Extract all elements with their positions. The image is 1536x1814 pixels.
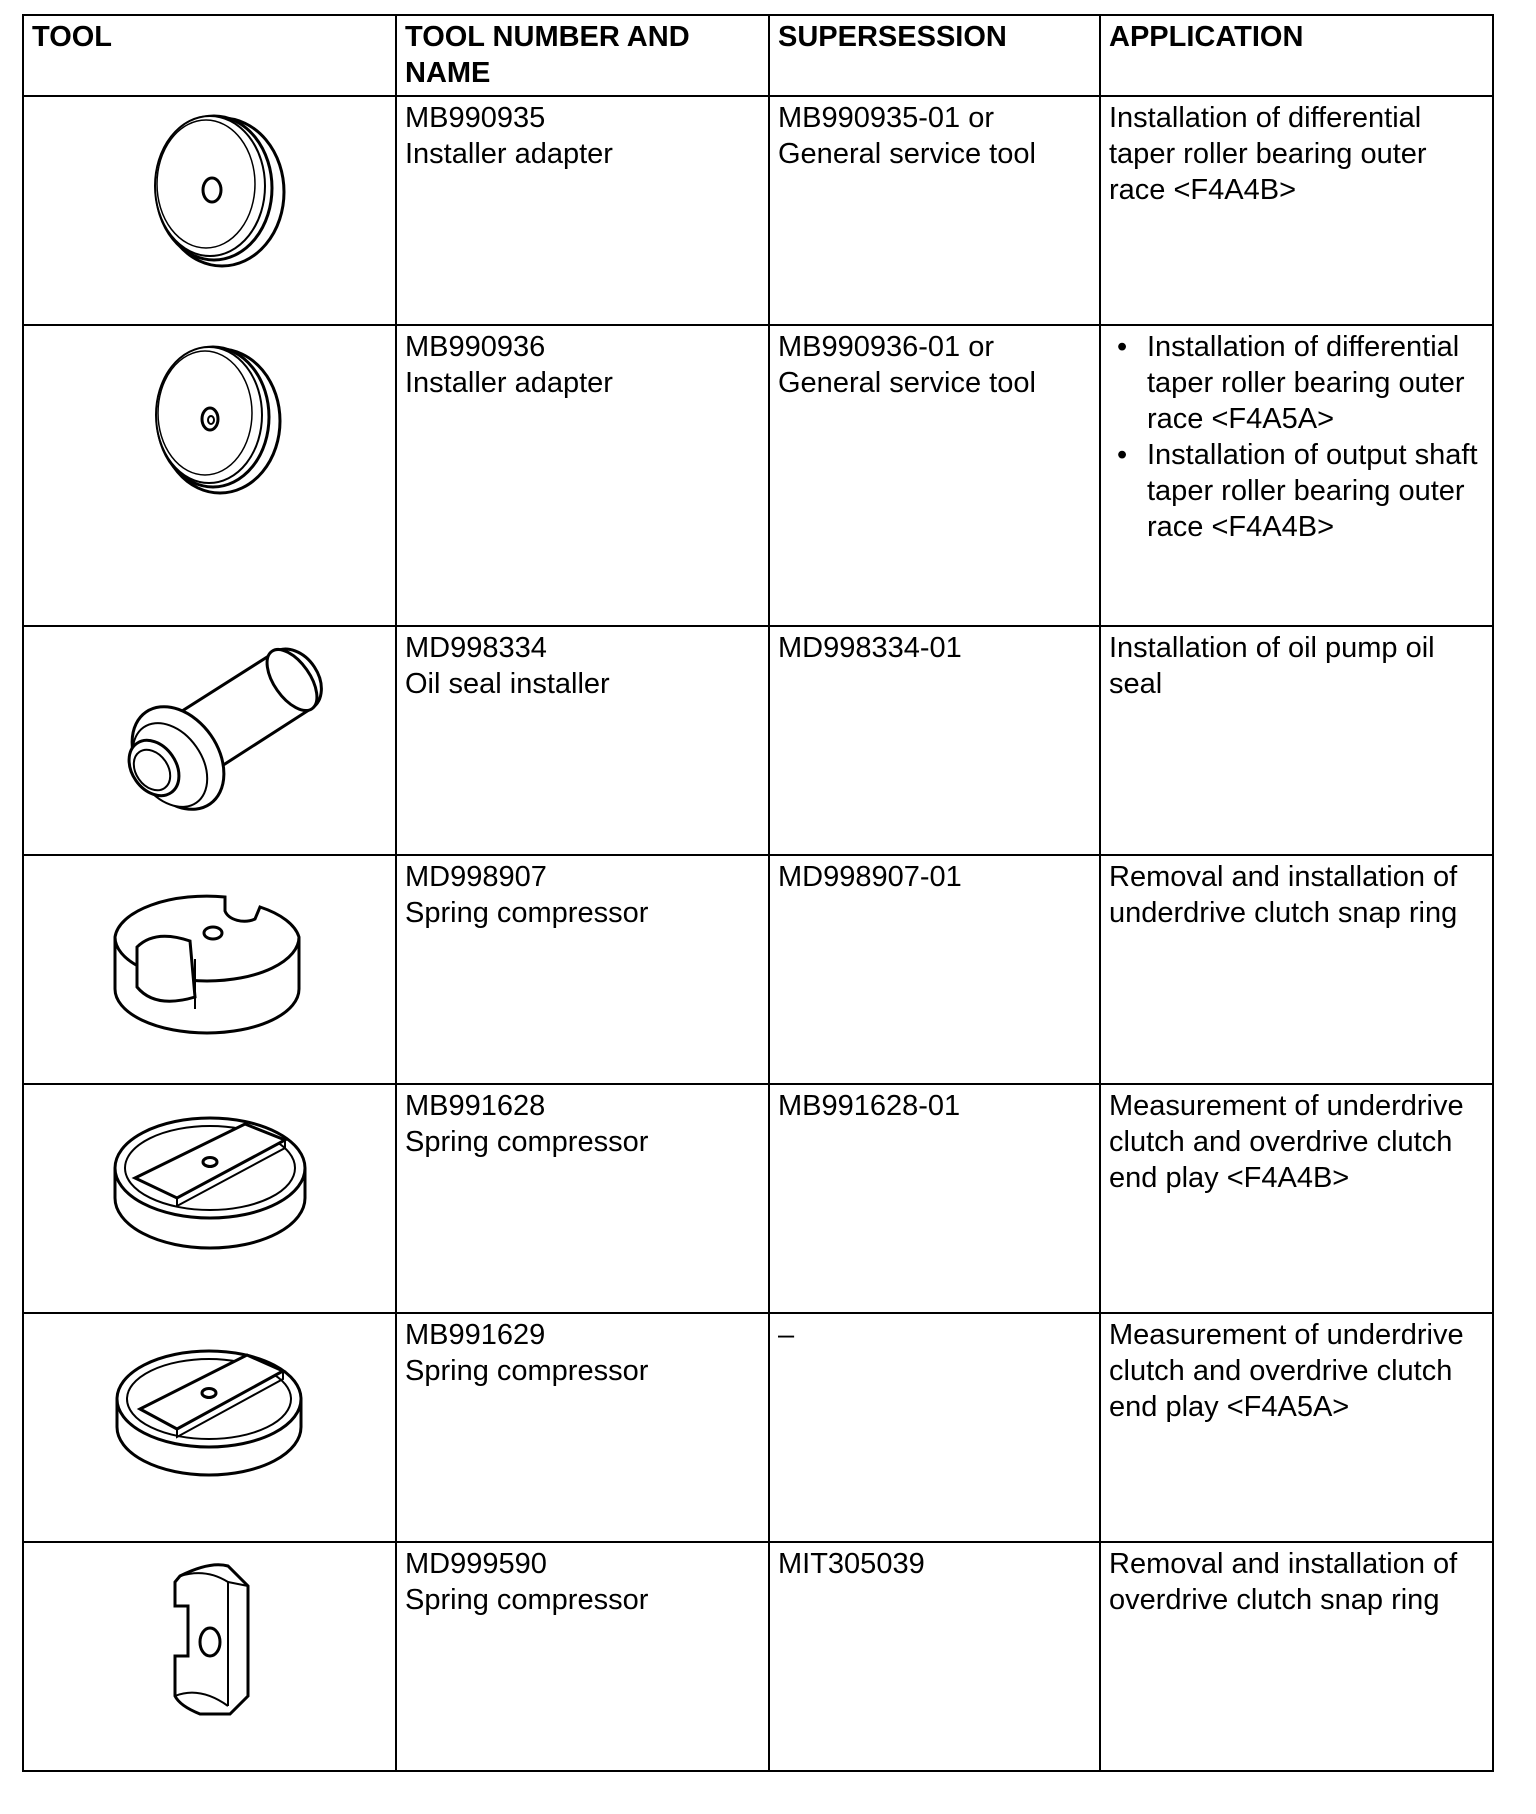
application-text: Installation of oil pump oil seal (1109, 632, 1435, 700)
tool-image-cell (23, 855, 396, 1084)
application-cell (1100, 855, 1493, 1084)
tool-image-cell (23, 626, 396, 855)
tool-image-cell (23, 1313, 396, 1542)
application-bullet: • Installation of output shaft taper roller bearing outer race <F4A4B> (1147, 437, 1484, 545)
tool-number: MB990935 (405, 102, 546, 134)
application-cell (1100, 1313, 1493, 1542)
tool-image-cell (23, 1542, 396, 1771)
spring-compressor-block-icon (140, 1546, 280, 1736)
application-cell (1100, 325, 1493, 626)
tool-name: Installer adapter (405, 138, 613, 170)
tool-number: MB990936 (405, 331, 546, 363)
supersession-line: MIT305039 (778, 1548, 925, 1580)
supersession-line: General service tool (778, 367, 1036, 399)
tool-number: MD998907 (405, 861, 547, 893)
supersession-cell (769, 626, 1100, 855)
table-row (23, 96, 1493, 325)
header-tool: TOOL (23, 15, 396, 96)
supersession-line: MB991628-01 (778, 1090, 961, 1122)
tool-number: MD999590 (405, 1548, 547, 1580)
supersession-cell (769, 1313, 1100, 1542)
tool-number-name-cell (396, 1542, 769, 1771)
supersession-line: MB990936-01 or (778, 331, 995, 363)
tool-name: Spring compressor (405, 1355, 649, 1387)
supersession-line: MB990935-01 or (778, 102, 995, 134)
tool-number-name-cell (396, 855, 769, 1084)
tool-number-name-cell (396, 1313, 769, 1542)
tool-number: MB991629 (405, 1319, 546, 1351)
tool-number-name-cell (396, 325, 769, 626)
installer-adapter-disc-icon (120, 100, 300, 270)
header-row (23, 15, 1493, 96)
supersession-cell (769, 855, 1100, 1084)
supersession-cell (769, 1084, 1100, 1313)
application-text: Removal and installation of overdrive clutch snap ring (1109, 1548, 1458, 1616)
tool-image-cell (23, 325, 396, 626)
oil-seal-installer-icon (90, 630, 330, 820)
header-tool-number-and-name: TOOL NUMBER AND NAME (396, 15, 769, 96)
tool-name: Spring compressor (405, 897, 649, 929)
tool-number-name-cell (396, 626, 769, 855)
tool-number: MB991628 (405, 1090, 546, 1122)
table-row (23, 1542, 1493, 1771)
header-application: APPLICATION (1100, 15, 1493, 96)
application-text: Measurement of underdrive clutch and overdrive clutch end play <F4A5A> (1109, 1319, 1464, 1423)
application-text: Removal and installation of underdrive clutch snap ring (1109, 861, 1458, 929)
application-cell (1100, 1542, 1493, 1771)
supersession-cell (769, 325, 1100, 626)
application-cell (1100, 96, 1493, 325)
tool-number-name-cell (396, 96, 769, 325)
supersession-line: MD998334-01 (778, 632, 962, 664)
supersession-cell (769, 96, 1100, 325)
tool-name: Spring compressor (405, 1126, 649, 1158)
table-row (23, 1313, 1493, 1542)
header-supersession: SUPERSESSION (769, 15, 1100, 96)
special-tools-table (22, 14, 1494, 1772)
tool-number-name-cell (396, 1084, 769, 1313)
spring-compressor-cup-icon (95, 859, 325, 1059)
spring-compressor-ring-icon (95, 1317, 325, 1497)
table-row (23, 626, 1493, 855)
tool-number: MD998334 (405, 632, 547, 664)
installer-adapter-disc-icon (120, 329, 300, 499)
tool-name: Oil seal installer (405, 668, 610, 700)
supersession-line: General service tool (778, 138, 1036, 170)
application-cell (1100, 626, 1493, 855)
tool-image-cell (23, 96, 396, 325)
application-bullet: • Installation of differential taper roller bearing outer race <F4A5A> (1147, 329, 1484, 437)
application-cell (1100, 1084, 1493, 1313)
application-bullet-list (1109, 329, 1484, 545)
supersession-line: MD998907-01 (778, 861, 962, 893)
application-text: Measurement of underdrive clutch and overdrive clutch end play <F4A4B> (1109, 1090, 1464, 1194)
tool-name: Spring compressor (405, 1584, 649, 1616)
table-row (23, 325, 1493, 626)
tool-image-cell (23, 1084, 396, 1313)
supersession-line: – (778, 1319, 795, 1351)
tool-name: Installer adapter (405, 367, 613, 399)
table-row (23, 855, 1493, 1084)
spring-compressor-ring-icon (95, 1088, 325, 1268)
table-row (23, 1084, 1493, 1313)
supersession-cell (769, 1542, 1100, 1771)
application-text: Installation of differential taper roller bearing outer race <F4A4B> (1109, 102, 1427, 206)
